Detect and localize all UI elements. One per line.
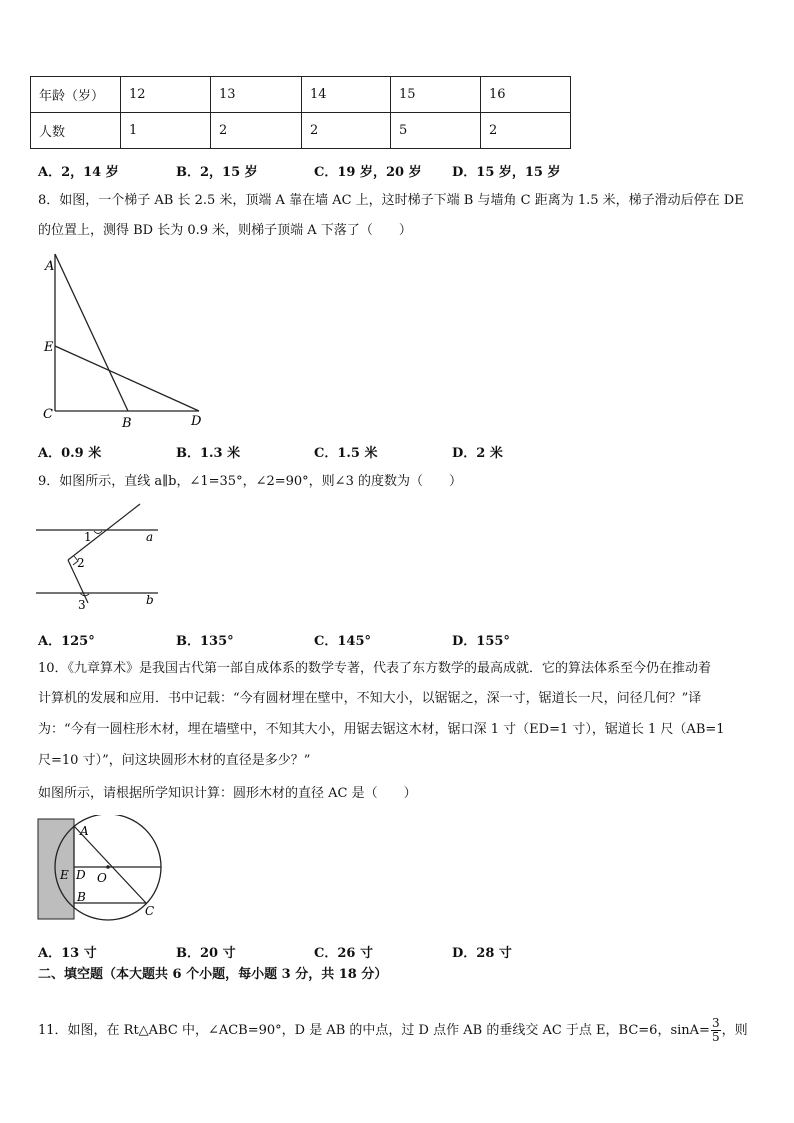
fraction-numerator: 3: [711, 1016, 720, 1030]
q7-option-b: B．2，15 岁: [176, 165, 258, 180]
q8-text-line2: 的位置上，测得 BD 长为 0.9 米，则梯子顶端 A 下落了（ ）: [38, 223, 412, 238]
label-C: C: [145, 904, 155, 918]
table-cell: 14: [302, 77, 391, 113]
label-E: E: [44, 340, 54, 355]
q11-stem: 11．如图，在 Rt△ABC 中，∠ACB=90°，D 是 AB 的中点，过 D 点作 AB 的垂线交 AC 于点 E，BC=6，sinA=: [38, 1023, 710, 1038]
q9-option-d: D．155°: [452, 634, 510, 649]
section-title: 二、填空题（本大题共 6 个小题，每小题 3 分，共 18 分）: [38, 967, 388, 982]
label-D: D: [191, 414, 202, 429]
table-row: [31, 77, 571, 113]
ladder-figure: [36, 250, 206, 430]
line-label-a: a: [146, 530, 154, 544]
label-O: O: [97, 871, 107, 885]
label-A: A: [80, 824, 89, 838]
q7-option-a: A．2，14 岁: [38, 165, 119, 180]
table-cell: 5: [391, 113, 481, 149]
label-E: E: [60, 868, 69, 882]
table-cell: 16: [481, 77, 571, 113]
q10-text-line5: 如图所示，请根据所学知识计算：圆形木材的直径 AC 是（ ）: [38, 786, 417, 801]
table-cell: 年龄（岁）: [31, 77, 121, 113]
table-cell: 13: [211, 77, 302, 113]
angle-label-2: 2: [77, 556, 85, 570]
q10-option-c: C．26 寸: [314, 946, 373, 961]
label-C: C: [43, 407, 53, 422]
angle-label-1: 1: [84, 530, 92, 544]
q9-option-b: B．135°: [176, 634, 234, 649]
table-cell: 12: [121, 77, 211, 113]
age-count-table: [30, 76, 571, 149]
table-row: [31, 113, 571, 149]
q8-text-line1: 8．如图，一个梯子 AB 长 2.5 米，顶端 A 靠在墙 AC 上，这时梯子下端 B 与墙角 C 距离为 1.5 米，梯子滑动后停在 DE: [38, 193, 744, 208]
q8-option-c: C．1.5 米: [314, 446, 378, 461]
q10-option-a: A．13 寸: [38, 946, 97, 961]
q8-option-b: B．1.3 米: [176, 446, 241, 461]
fraction-denominator: 5: [711, 1030, 720, 1044]
q11-tail: ，则: [721, 1023, 748, 1038]
q10-option-d: D．28 寸: [452, 946, 512, 961]
table-cell: 15: [391, 77, 481, 113]
q9-text: 9．如图所示，直线 a∥b，∠1=35°，∠2=90°，则∠3 的度数为（ ）: [38, 474, 462, 489]
label-D: D: [76, 868, 86, 882]
q10-text-line4: 尺=10 寸）”，问这块圆形木材的直径是多少？”: [38, 753, 311, 768]
line-label-b: b: [146, 593, 154, 607]
fraction: [711, 1017, 721, 1044]
wooden-log-figure: [36, 815, 171, 925]
q10-text-line1: 10．《九章算术》是我国古代第一部自成体系的数学专著，代表了东方数学的最高成就．它的算法体系至今仍在推动着: [38, 661, 712, 676]
table-cell: 1: [121, 113, 211, 149]
q8-option-a: A．0.9 米: [38, 446, 102, 461]
q8-option-d: D．2 米: [452, 446, 503, 461]
q10-option-b: B．20 寸: [176, 946, 236, 961]
q10-text-line3: 为：“今有一圆柱形木材，埋在墙壁中，不知其大小，用锯去锯这木材，锯口深 1 寸（ED=1 寸），锯道长 1 尺（AB=1: [38, 722, 725, 737]
table-cell: 人数: [31, 113, 121, 149]
q9-option-c: C．145°: [314, 634, 371, 649]
table-cell: 2: [211, 113, 302, 149]
label-A: A: [45, 259, 55, 274]
q10-text-line2: 计算机的发展和应用．书中记载：“今有圆材埋在壁中，不知大小，以锯锯之，深一寸，锯道长一尺，问径几何？”译: [38, 691, 702, 706]
q9-option-a: A．125°: [38, 634, 95, 649]
table-cell: 2: [302, 113, 391, 149]
q11-text: [38, 1017, 748, 1044]
angle-label-3: 3: [78, 598, 86, 612]
parallel-lines-figure: [36, 500, 166, 615]
label-B: B: [122, 416, 132, 430]
table-cell: 2: [481, 113, 571, 149]
q7-option-c: C．19 岁，20 岁: [314, 165, 422, 180]
label-B: B: [77, 890, 86, 904]
q7-option-d: D．15 岁，15 岁: [452, 165, 561, 180]
